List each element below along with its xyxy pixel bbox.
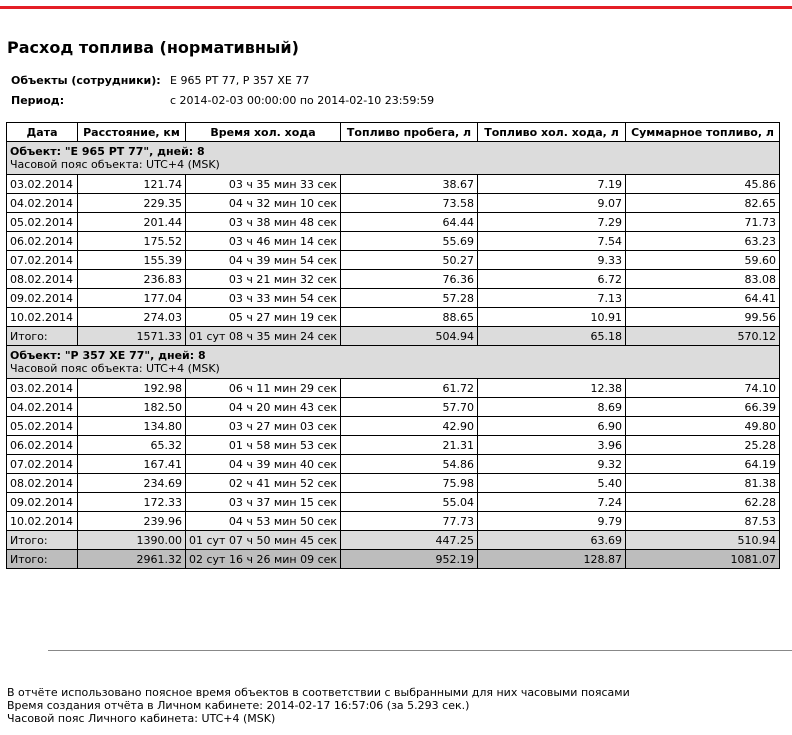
period-label: Период: — [11, 93, 65, 107]
date-cell: 06.02.2014 — [7, 436, 78, 455]
total-fuel-cell: 49.80 — [626, 417, 780, 436]
idle-fuel-cell: 9.32 — [478, 455, 626, 474]
mileage-fuel-cell: 57.28 — [341, 289, 478, 308]
table-row — [7, 493, 780, 512]
distance-cell: 239.96 — [78, 512, 186, 531]
idle-fuel-cell: 6.72 — [478, 270, 626, 289]
idle-time-cell: 01 ч 58 мин 53 сек — [186, 436, 341, 455]
distance-cell: 229.35 — [78, 194, 186, 213]
distance-cell: 167.41 — [78, 455, 186, 474]
idle-time-cell: 01 сут 08 ч 35 мин 24 сек — [186, 327, 341, 346]
total-fuel-cell: 81.38 — [626, 474, 780, 493]
idle-time-cell: 03 ч 27 мин 03 сек — [186, 417, 341, 436]
objects-value: Е 965 РТ 77, Р 357 ХЕ 77 — [170, 73, 310, 87]
idle-fuel-cell: 65.18 — [478, 327, 626, 346]
total-fuel-cell: 99.56 — [626, 308, 780, 327]
idle-time-cell: 04 ч 20 мин 43 сек — [186, 398, 341, 417]
distance-cell: 134.80 — [78, 417, 186, 436]
idle-fuel-cell: 7.13 — [478, 289, 626, 308]
top-accent-rule — [0, 6, 792, 9]
distance-cell: 192.98 — [78, 379, 186, 398]
mileage-fuel-cell: 42.90 — [341, 417, 478, 436]
idle-time-cell: 03 ч 46 мин 14 сек — [186, 232, 341, 251]
date-cell: Итого: — [7, 531, 78, 550]
idle-fuel-cell: 7.29 — [478, 213, 626, 232]
date-cell: 04.02.2014 — [7, 194, 78, 213]
mileage-fuel-cell: 64.44 — [341, 213, 478, 232]
date-cell: 10.02.2014 — [7, 308, 78, 327]
total-fuel-cell: 82.65 — [626, 194, 780, 213]
mileage-fuel-cell: 55.04 — [341, 493, 478, 512]
distance-cell: 274.03 — [78, 308, 186, 327]
mileage-fuel-cell: 88.65 — [341, 308, 478, 327]
mileage-fuel-cell: 55.69 — [341, 232, 478, 251]
idle-fuel-cell: 7.24 — [478, 493, 626, 512]
object-group-header — [7, 346, 780, 379]
distance-cell: 172.33 — [78, 493, 186, 512]
object-group-title: Объект: "Е 965 РТ 77", дней: 8 — [10, 145, 205, 158]
idle-time-cell: 04 ч 39 мин 40 сек — [186, 455, 341, 474]
mileage-fuel-cell: 54.86 — [341, 455, 478, 474]
total-fuel-cell: 71.73 — [626, 213, 780, 232]
col-header-date: Дата — [7, 123, 78, 142]
total-fuel-cell: 64.19 — [626, 455, 780, 474]
date-cell: Итого: — [7, 550, 78, 569]
mileage-fuel-cell: 73.58 — [341, 194, 478, 213]
col-header-distance: Расстояние, км — [78, 123, 186, 142]
distance-cell: 177.04 — [78, 289, 186, 308]
distance-cell: 65.32 — [78, 436, 186, 455]
idle-time-cell: 04 ч 39 мин 54 сек — [186, 251, 341, 270]
total-fuel-cell: 66.39 — [626, 398, 780, 417]
table-row — [7, 474, 780, 493]
distance-cell: 234.69 — [78, 474, 186, 493]
col-header-idle-time: Время хол. хода — [186, 123, 341, 142]
object-group-cell — [7, 142, 780, 175]
meta-period-row — [11, 90, 434, 110]
date-cell: Итого: — [7, 327, 78, 346]
table-row — [7, 436, 780, 455]
distance-cell: 1571.33 — [78, 327, 186, 346]
idle-time-cell: 03 ч 38 мин 48 сек — [186, 213, 341, 232]
date-cell: 03.02.2014 — [7, 379, 78, 398]
object-timezone: Часовой пояс объекта: UTC+4 (MSK) — [10, 362, 220, 375]
mileage-fuel-cell: 61.72 — [341, 379, 478, 398]
fuel-report-table — [6, 122, 780, 569]
date-cell: 09.02.2014 — [7, 289, 78, 308]
idle-time-cell: 02 ч 41 мин 52 сек — [186, 474, 341, 493]
idle-time-cell: 01 сут 07 ч 50 мин 45 сек — [186, 531, 341, 550]
distance-cell: 236.83 — [78, 270, 186, 289]
idle-fuel-cell: 9.79 — [478, 512, 626, 531]
report-title: Расход топлива (нормативный) — [7, 38, 299, 57]
date-cell: 05.02.2014 — [7, 213, 78, 232]
mileage-fuel-cell: 50.27 — [341, 251, 478, 270]
object-group-title: Объект: "Р 357 ХЕ 77", дней: 8 — [10, 349, 206, 362]
total-fuel-cell: 45.86 — [626, 175, 780, 194]
date-cell: 07.02.2014 — [7, 251, 78, 270]
mileage-fuel-cell: 504.94 — [341, 327, 478, 346]
table-row — [7, 308, 780, 327]
idle-fuel-cell: 10.91 — [478, 308, 626, 327]
total-fuel-cell: 510.94 — [626, 531, 780, 550]
date-cell: 04.02.2014 — [7, 398, 78, 417]
table-row — [7, 232, 780, 251]
total-fuel-cell: 62.28 — [626, 493, 780, 512]
date-cell: 05.02.2014 — [7, 417, 78, 436]
col-header-idle-fuel: Топливо хол. хода, л — [478, 123, 626, 142]
idle-fuel-cell: 7.19 — [478, 175, 626, 194]
date-cell: 10.02.2014 — [7, 512, 78, 531]
report-footer — [7, 686, 630, 725]
mileage-fuel-cell: 447.25 — [341, 531, 478, 550]
table-row — [7, 270, 780, 289]
total-fuel-cell: 64.41 — [626, 289, 780, 308]
distance-cell: 201.44 — [78, 213, 186, 232]
mileage-fuel-cell: 952.19 — [341, 550, 478, 569]
mileage-fuel-cell: 77.73 — [341, 512, 478, 531]
date-cell: 06.02.2014 — [7, 232, 78, 251]
idle-fuel-cell: 8.69 — [478, 398, 626, 417]
table-row — [7, 175, 780, 194]
idle-time-cell: 04 ч 53 мин 50 сек — [186, 512, 341, 531]
idle-time-cell: 03 ч 21 мин 32 сек — [186, 270, 341, 289]
table-row — [7, 379, 780, 398]
idle-time-cell: 05 ч 27 мин 19 сек — [186, 308, 341, 327]
mileage-fuel-cell: 38.67 — [341, 175, 478, 194]
idle-fuel-cell: 63.69 — [478, 531, 626, 550]
table-row — [7, 213, 780, 232]
grand-total-row — [7, 550, 780, 569]
footer-created-time: Время создания отчёта в Личном кабинете: 2014-02-17 16:57:06 (за 5.293 сек.) — [7, 699, 470, 712]
idle-time-cell: 02 сут 16 ч 26 мин 09 сек — [186, 550, 341, 569]
meta-objects-row — [11, 70, 434, 90]
total-fuel-cell: 59.60 — [626, 251, 780, 270]
table-row — [7, 417, 780, 436]
idle-fuel-cell: 7.54 — [478, 232, 626, 251]
idle-fuel-cell: 3.96 — [478, 436, 626, 455]
footer-cabinet-timezone: Часовой пояс Личного кабинета: UTC+4 (MSK) — [7, 712, 276, 725]
mileage-fuel-cell: 21.31 — [341, 436, 478, 455]
object-group-header — [7, 142, 780, 175]
idle-fuel-cell: 6.90 — [478, 417, 626, 436]
total-fuel-cell: 570.12 — [626, 327, 780, 346]
mileage-fuel-cell: 76.36 — [341, 270, 478, 289]
idle-fuel-cell: 9.07 — [478, 194, 626, 213]
date-cell: 08.02.2014 — [7, 474, 78, 493]
col-header-total-fuel: Суммарное топливо, л — [626, 123, 780, 142]
idle-time-cell: 03 ч 35 мин 33 сек — [186, 175, 341, 194]
table-header-row — [7, 123, 780, 142]
total-fuel-cell: 25.28 — [626, 436, 780, 455]
table-row — [7, 398, 780, 417]
mileage-fuel-cell: 75.98 — [341, 474, 478, 493]
col-header-mileage-fuel: Топливо пробега, л — [341, 123, 478, 142]
distance-cell: 175.52 — [78, 232, 186, 251]
table-row — [7, 194, 780, 213]
distance-cell: 182.50 — [78, 398, 186, 417]
table-row — [7, 455, 780, 474]
footer-timezone-note: В отчёте использовано поясное время объектов в соответствии с выбранными для них часовыми поясами — [7, 686, 630, 699]
idle-fuel-cell: 128.87 — [478, 550, 626, 569]
distance-cell: 1390.00 — [78, 531, 186, 550]
idle-time-cell: 03 ч 37 мин 15 сек — [186, 493, 341, 512]
object-timezone: Часовой пояс объекта: UTC+4 (MSK) — [10, 158, 220, 171]
total-fuel-cell: 1081.07 — [626, 550, 780, 569]
table-row — [7, 251, 780, 270]
date-cell: 03.02.2014 — [7, 175, 78, 194]
table-row — [7, 512, 780, 531]
idle-time-cell: 04 ч 32 мин 10 сек — [186, 194, 341, 213]
period-value: с 2014-02-03 00:00:00 по 2014-02-10 23:59:59 — [170, 93, 435, 107]
idle-fuel-cell: 12.38 — [478, 379, 626, 398]
report-meta — [11, 70, 434, 110]
total-fuel-cell: 63.23 — [626, 232, 780, 251]
footer-divider — [48, 650, 792, 651]
subtotal-row — [7, 327, 780, 346]
idle-fuel-cell: 5.40 — [478, 474, 626, 493]
mileage-fuel-cell: 57.70 — [341, 398, 478, 417]
table-row — [7, 289, 780, 308]
idle-time-cell: 03 ч 33 мин 54 сек — [186, 289, 341, 308]
idle-time-cell: 06 ч 11 мин 29 сек — [186, 379, 341, 398]
subtotal-row — [7, 531, 780, 550]
distance-cell: 2961.32 — [78, 550, 186, 569]
objects-label: Объекты (сотрудники): — [11, 73, 161, 87]
total-fuel-cell: 74.10 — [626, 379, 780, 398]
date-cell: 07.02.2014 — [7, 455, 78, 474]
object-group-cell — [7, 346, 780, 379]
date-cell: 09.02.2014 — [7, 493, 78, 512]
distance-cell: 121.74 — [78, 175, 186, 194]
table-body — [7, 142, 780, 569]
date-cell: 08.02.2014 — [7, 270, 78, 289]
idle-fuel-cell: 9.33 — [478, 251, 626, 270]
total-fuel-cell: 83.08 — [626, 270, 780, 289]
total-fuel-cell: 87.53 — [626, 512, 780, 531]
distance-cell: 155.39 — [78, 251, 186, 270]
